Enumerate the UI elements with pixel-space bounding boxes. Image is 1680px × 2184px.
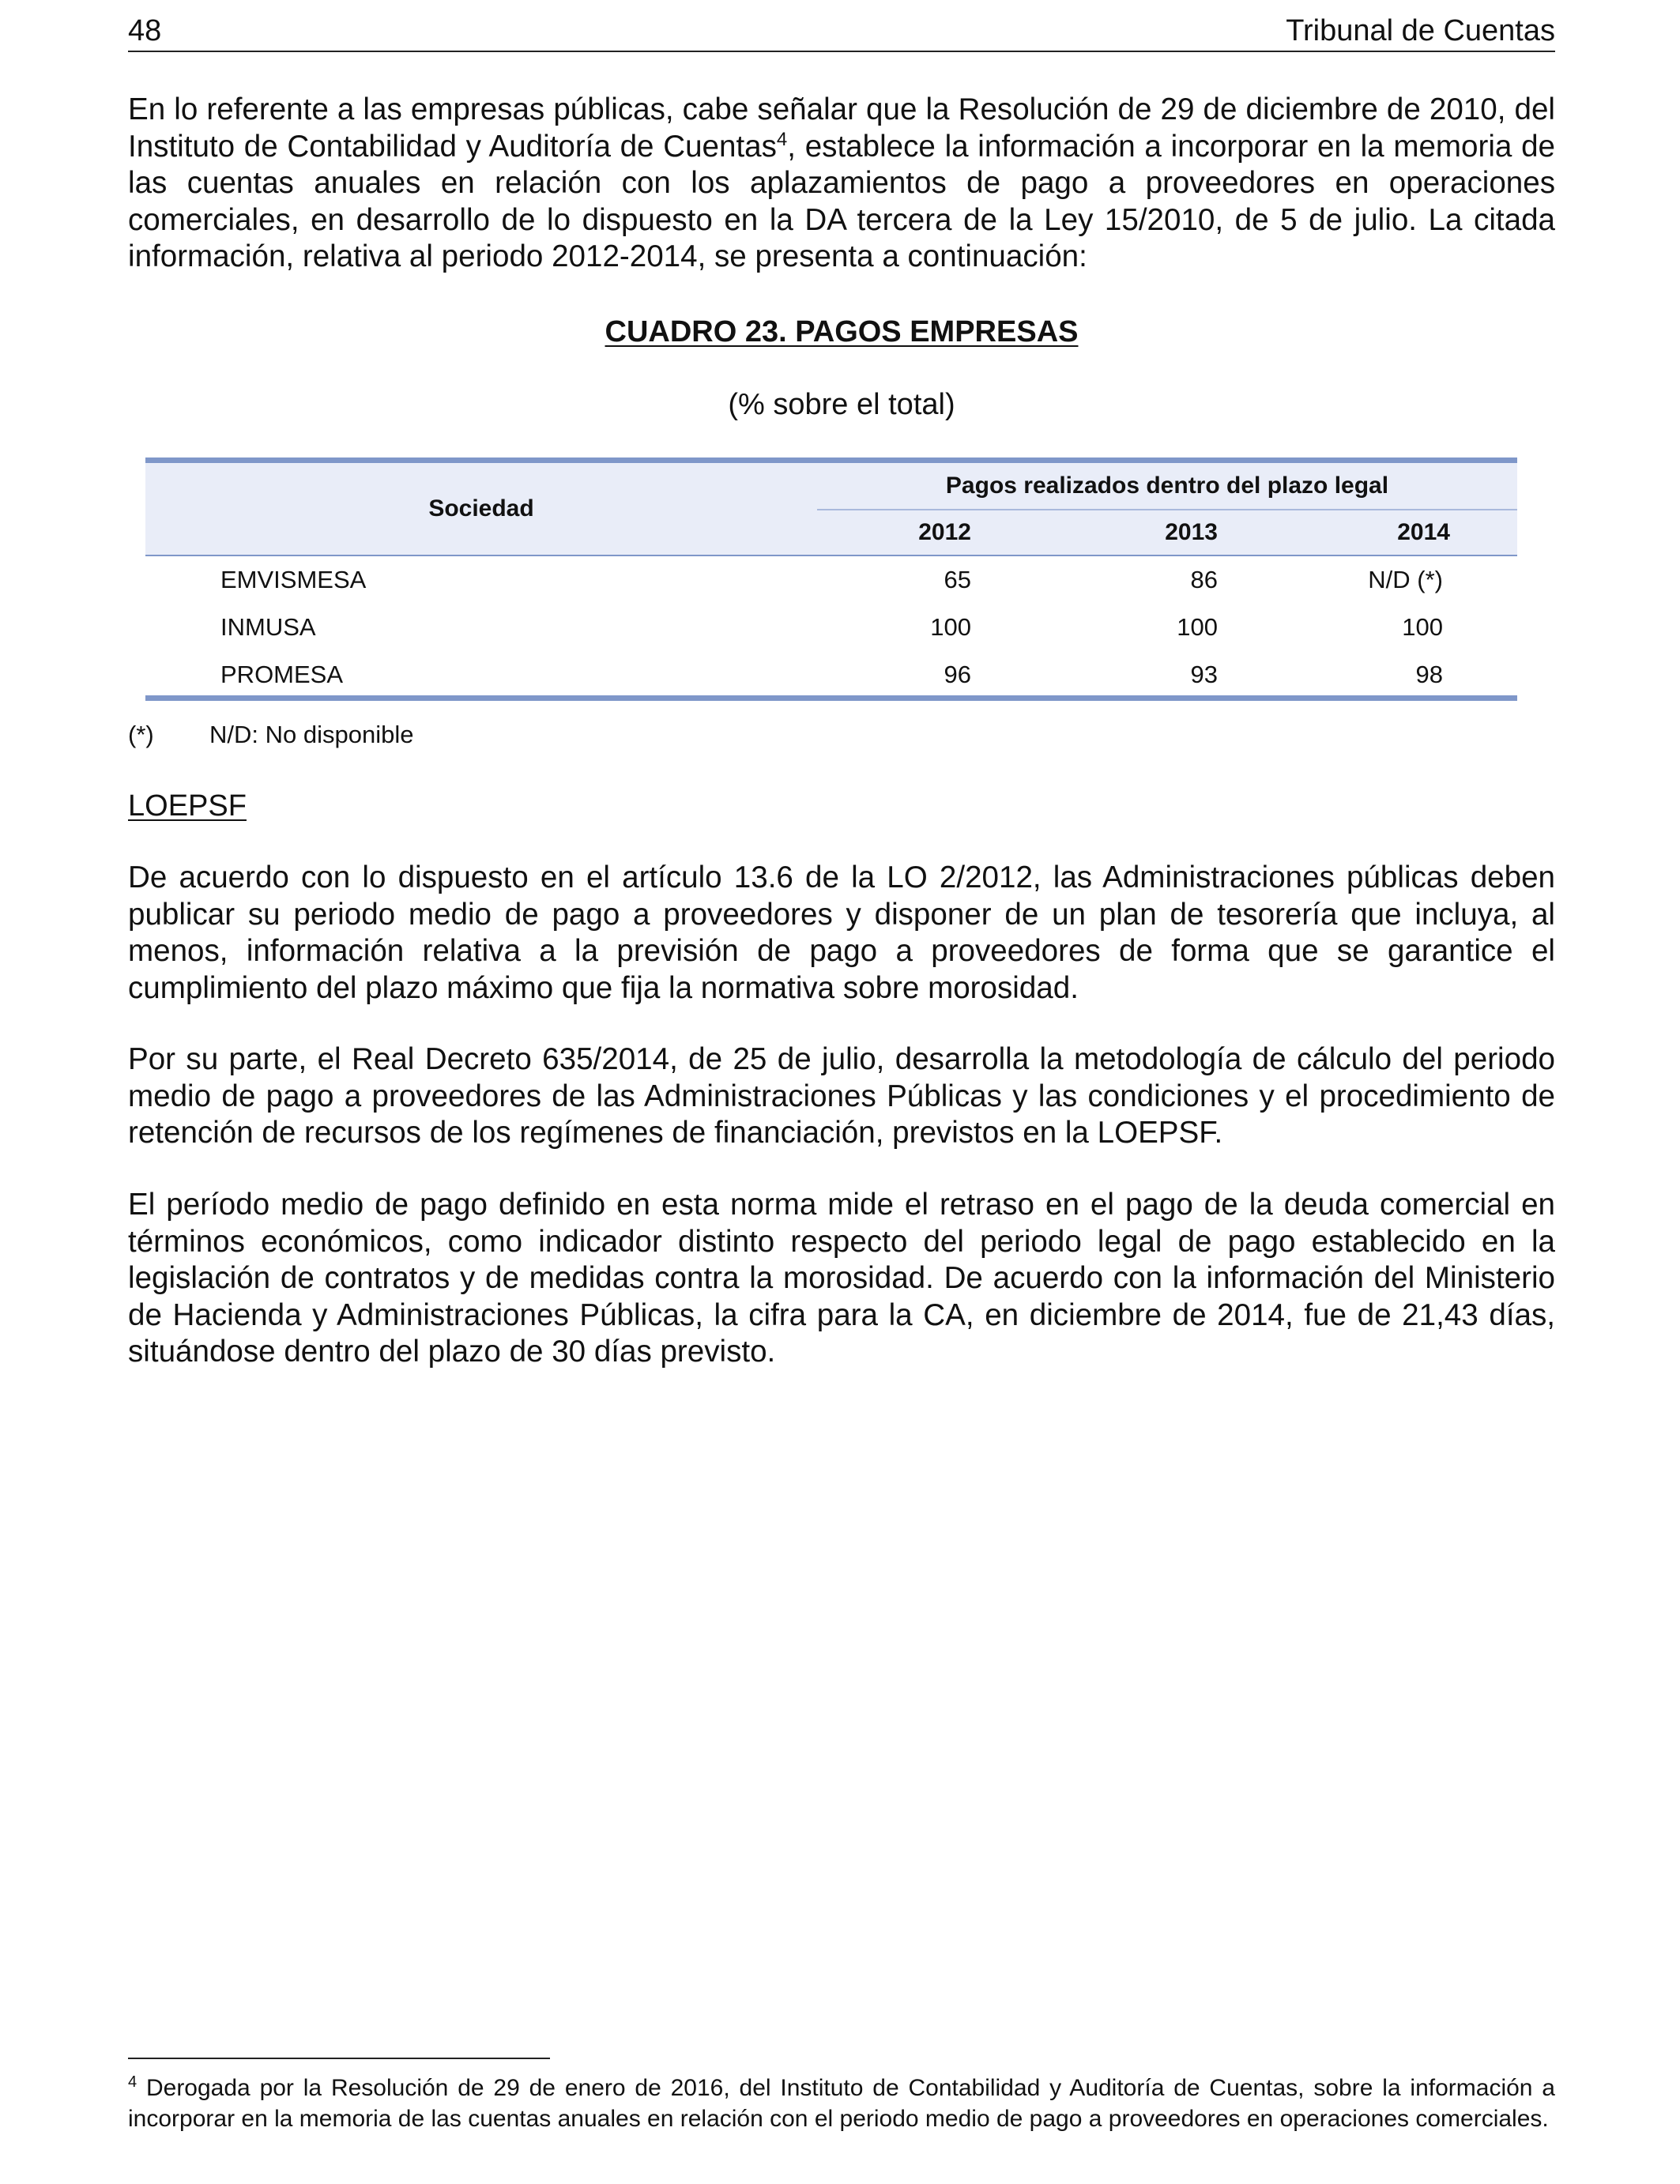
paragraph-loepsf-2: Por su parte, el Real Decreto 635/2014, de 25 de julio, desarrolla la metodología de cálculo del periodo medio de pago a proveedores de las Administraciones Públicas y las condiciones y el procedimiento de retención de recursos de los regímenes de financiación, previstos en la LOEPSF.	[128, 1042, 1555, 1150]
row-name: PROMESA	[220, 661, 344, 688]
footnote-separator	[128, 2058, 550, 2059]
cell-2014: N/D (*)	[1368, 566, 1443, 593]
footnote-text: Derogada por la Resolución de 29 de enero de 2016, del Instituto de Contabilidad y Auditoría de Cuentas, sobre la información a incorporar en la memoria de las cuentas anuales en relación con el periodo medio de pago a proveedores en operaciones comerciales.	[128, 2075, 1555, 2132]
intro-paragraph	[128, 92, 1555, 276]
table-subtitle: (% sobre el total)	[728, 388, 955, 421]
row-name: EMVISMESA	[220, 566, 367, 593]
section-heading: LOEPSF	[128, 789, 247, 823]
header-group-payments: Pagos realizados dentro del plazo legal	[945, 473, 1389, 499]
intro-text-start: En lo referente a las empresas públicas, cabe señalar que la Resolución de 29 de diciembre de 2010, del Instituto de Contabilidad y Auditoría de Cuentas	[128, 92, 1555, 164]
cell-2013: 93	[1190, 661, 1218, 688]
header-sociedad: Sociedad	[428, 495, 534, 522]
cell-2012: 100	[930, 613, 971, 641]
cell-2014: 98	[1415, 661, 1443, 688]
footnote	[128, 2073, 1555, 2134]
note-text: N/D: No disponible	[209, 721, 414, 748]
page-header	[128, 11, 1555, 52]
paragraph-loepsf-1: De acuerdo con lo dispuesto en el artículo 13.6 de la LO 2/2012, las Administraciones públicas deben publicar su periodo medio de pago a proveedores y disponer de un plan de tesorería que incluya, al menos, información relativa a la previsión de pago a proveedores de forma que se garantice el cumplimiento del plazo máximo que fija la normativa sobre morosidad.	[128, 860, 1555, 1005]
header-title: Tribunal de Cuentas	[1286, 14, 1555, 47]
note-mark: (*)	[128, 721, 154, 748]
header-year-2013: 2013	[1165, 519, 1218, 545]
page-number: 48	[128, 14, 162, 47]
footnote-reference[interactable]: 4	[776, 128, 788, 150]
cell-2013: 100	[1177, 613, 1218, 641]
cell-2012: 65	[944, 566, 971, 593]
cell-2012: 96	[944, 661, 971, 688]
header-year-2014: 2014	[1397, 519, 1450, 545]
table-row	[145, 556, 1517, 604]
paragraph-loepsf-3: El período medio de pago definido en esta norma mide el retraso en el pago de la deuda comercial en términos económicos, como indicador distinto respecto del periodo legal de pago establecido en la legislación de contratos y de medidas contra la morosidad. De acuerdo con la información del Ministerio de Hacienda y Administraciones Públicas, la cifra para la CA, en diciembre de 2014, fue de 21,43 días, situándose dentro del plazo de 30 días previsto.	[128, 1188, 1555, 1369]
footnote-number: 4	[128, 2073, 137, 2091]
table-top-border	[145, 458, 1517, 463]
table-bottom-border	[145, 695, 1517, 701]
table-row	[145, 604, 1517, 651]
row-name: INMUSA	[220, 613, 316, 641]
intro-text-end: , establece la información a incorporar en la memoria de las cuentas anuales en relación con los aplazamientos de pago a proveedores en operaciones comerciales, en desarrollo de lo dispuesto en la DA tercera de la Ley 15/2010, de 5 de julio. La citada información, relativa al periodo 2012-2014, se presenta a continuación:	[128, 129, 1556, 273]
table-row	[145, 651, 1517, 699]
table-title: CUADRO 23. PAGOS EMPRESAS	[605, 315, 1079, 348]
cell-2013: 86	[1190, 566, 1218, 593]
header-year-2012: 2012	[918, 519, 971, 545]
cell-2014: 100	[1402, 613, 1443, 641]
